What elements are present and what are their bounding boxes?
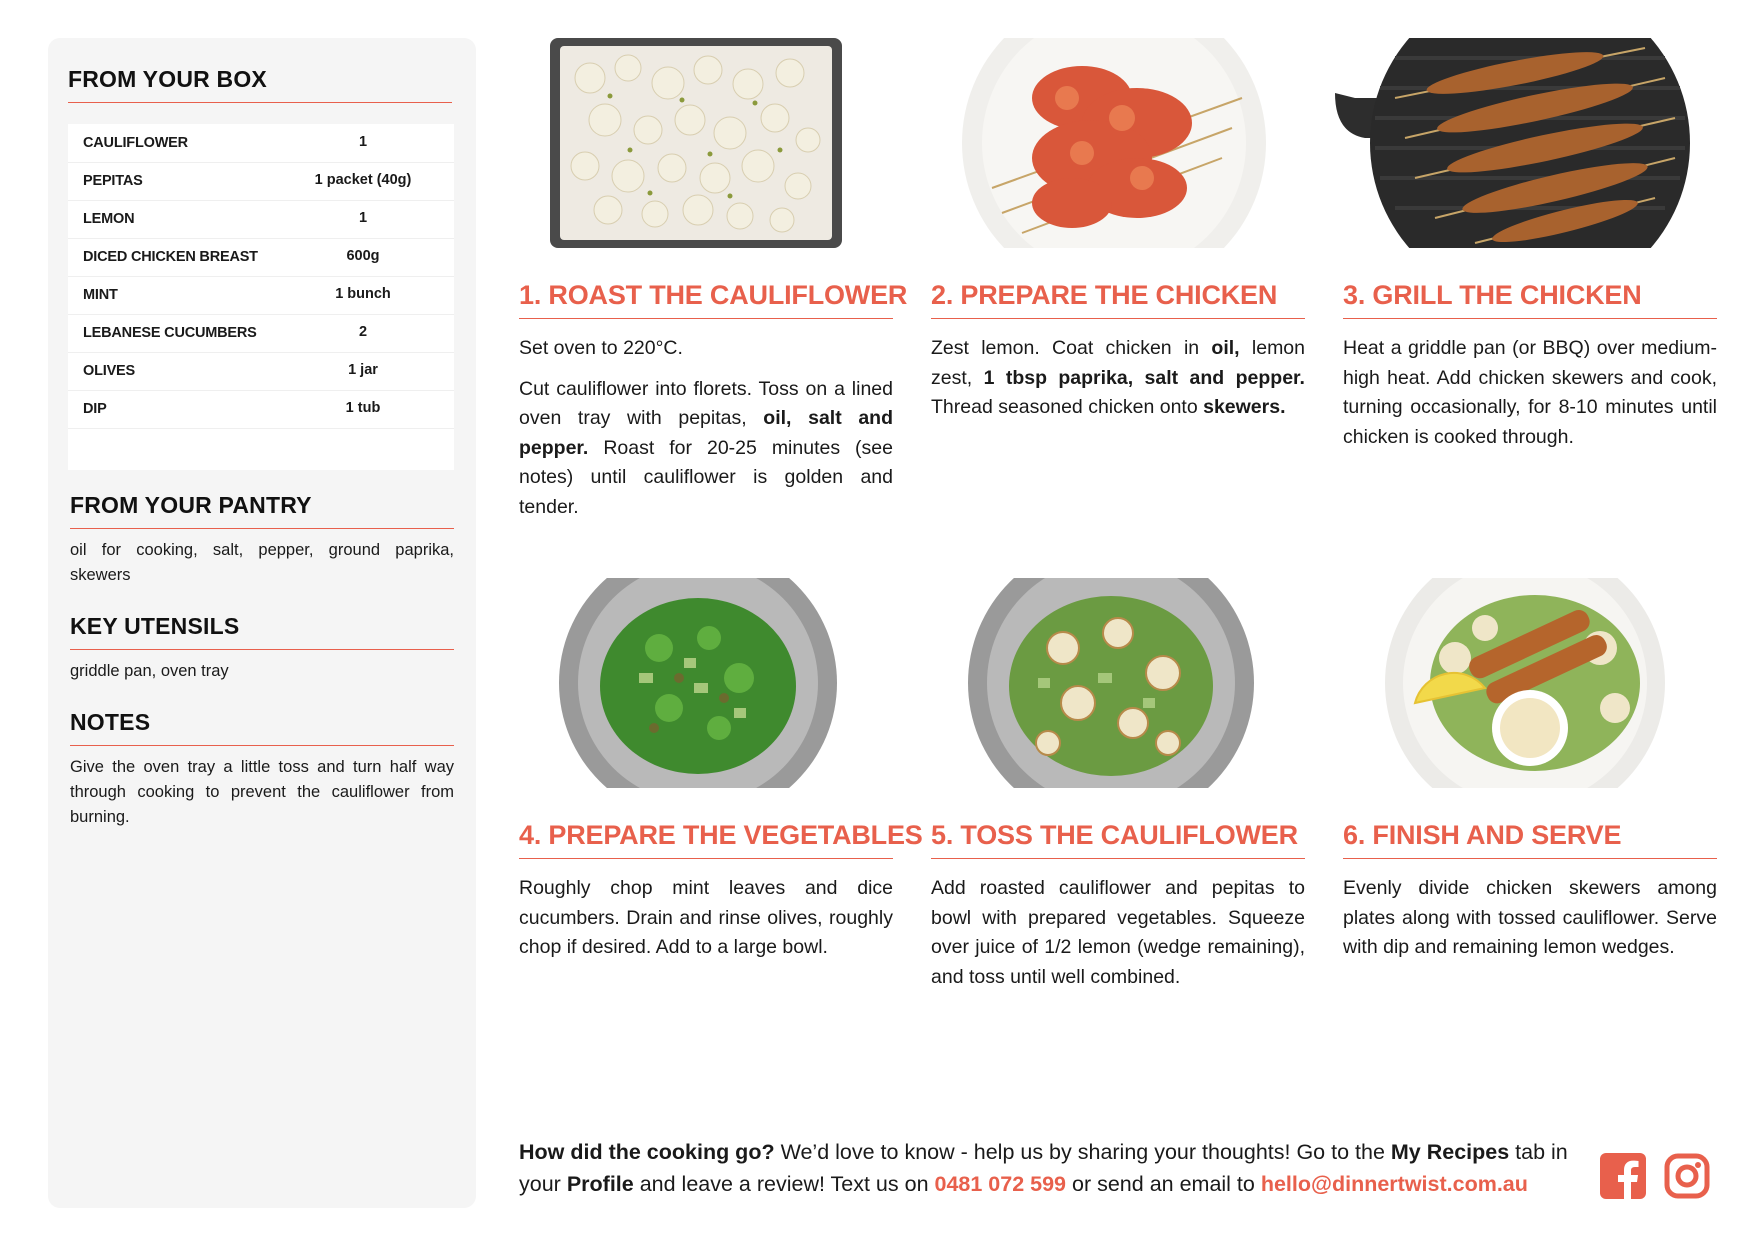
ingredient-name: DIP (83, 401, 107, 417)
phone-number-link[interactable]: 0481 072 599 (934, 1172, 1067, 1196)
tossed-cauliflower-salad-bowl-photo (968, 578, 1254, 788)
box-row (68, 276, 454, 315)
footer-text: tab in your (519, 1140, 1568, 1196)
facebook-icon[interactable] (1600, 1153, 1646, 1199)
step-3-paragraph: Heat a griddle pan (or BBQ) over medium-high heat. Add chicken skewers and cook, turning occasionally, for 8-10 minutes until chicken is cooked through. (1343, 337, 1717, 448)
utensils-text: griddle pan, oven tray (70, 662, 229, 680)
ingredient-qty: 1 (358, 134, 368, 150)
from-your-pantry-heading: FROM YOUR PANTRY (70, 492, 454, 529)
marinated-chicken-skewers-plate-photo (962, 38, 1266, 248)
step-1-paragraph-1: Set oven to 220°C. (519, 337, 683, 359)
ingredient-qty: 1 (358, 210, 368, 226)
from-your-box-heading: FROM YOUR BOX (68, 66, 452, 103)
step-1-text (519, 334, 893, 533)
step-2-title: 2. PREPARE THE CHICKEN (931, 280, 1305, 319)
ingredient-qty: 1 jar (348, 362, 378, 378)
box-row (68, 162, 454, 201)
step-2-text-bold: skewers. (1203, 396, 1286, 418)
finished-dish-plate-photo (1385, 578, 1665, 788)
profile-link[interactable]: Profile (566, 1172, 634, 1196)
box-row (68, 390, 454, 429)
ingredient-name: LEBANESE CUCUMBERS (83, 325, 257, 341)
step-6-text (1343, 874, 1717, 974)
ingredient-qty: 1 tub (345, 400, 381, 416)
step-2-text-part: lemon zest, (931, 337, 1305, 389)
key-utensils-heading: KEY UTENSILS (70, 613, 454, 650)
step-6-paragraph: Evenly divide chicken skewers among plates along with tossed cauliflower. Serve with dip and remaining lemon wedges. (1343, 877, 1717, 958)
step-1-text-part: Roast for 20-25 minutes (see notes) until cauliflower is golden and tender. (519, 436, 893, 518)
step-2-text-part: Zest lemon. Coat chicken in (931, 337, 1212, 359)
step-5-title: 5. TOSS THE CAULIFLOWER (931, 820, 1305, 859)
grilled-chicken-skewers-pan-photo (1335, 38, 1695, 248)
step-6-title: 6. FINISH AND SERVE (1343, 820, 1717, 859)
ingredient-name: MINT (83, 287, 118, 303)
instagram-icon[interactable] (1664, 1153, 1710, 1199)
notes-heading: NOTES (70, 709, 454, 746)
pantry-text: oil for cooking, salt, pepper, ground paprika, skewers (70, 541, 454, 584)
box-row (68, 200, 454, 239)
ingredient-name: LEMON (83, 211, 135, 227)
ingredient-qty: 1 packet (40g) (314, 172, 412, 188)
step-5-paragraph: Add roasted cauliflower and pepitas to bowl with prepared vegetables. Squeeze over juice of 1/2 lemon (wedge remaining), and toss until well combined. (931, 877, 1305, 988)
step-2-text-bold: 1 tbsp paprika, salt and pepper. (983, 366, 1305, 389)
step-2-text-part: Thread seasoned chicken onto (931, 396, 1204, 418)
notes-text: Give the oven tray a little toss and turn half way through cooking to prevent the cauliflower from burning. (70, 758, 454, 826)
box-row (68, 314, 454, 353)
my-recipes-link[interactable]: My Recipes (1390, 1140, 1510, 1164)
box-row (68, 352, 454, 391)
step-2-text (931, 334, 1305, 434)
footer-text: and leave a review! Text us on (633, 1172, 935, 1196)
step-3-text (1343, 334, 1717, 463)
ingredient-qty: 2 (358, 324, 368, 340)
step-1-text-part: Cut cauliflower into florets. Toss on a lined oven tray with pepitas, (519, 377, 893, 429)
footer-question: How did the cooking go? (519, 1140, 775, 1164)
ingredient-qty: 600g (346, 248, 380, 264)
step-1-text-bold: oil, salt and pepper. (519, 407, 893, 459)
step-4-text (519, 874, 893, 974)
step-1-title: 1. ROAST THE CAULIFLOWER (519, 280, 893, 319)
ingredient-qty: 1 bunch (335, 286, 391, 302)
box-row (68, 124, 454, 163)
ingredient-name: OLIVES (83, 363, 135, 379)
from-your-box-table (68, 124, 454, 470)
ingredients-sidebar (48, 38, 476, 1208)
step-3-title: 3. GRILL THE CHICKEN (1343, 280, 1717, 319)
ingredient-name: CAULIFLOWER (83, 135, 188, 151)
box-row (68, 238, 454, 277)
step-5-text (931, 874, 1305, 1003)
step-2-text-bold: oil, (1211, 337, 1240, 359)
chopped-vegetables-bowl-photo (559, 578, 837, 788)
email-link[interactable]: hello@dinnertwist.com.au (1260, 1172, 1528, 1196)
ingredient-name: PEPITAS (83, 173, 143, 189)
step-4-title: 4. PREPARE THE VEGETABLES (519, 820, 893, 859)
footer-text: We’d love to know - help us by sharing your thoughts! Go to the (774, 1140, 1391, 1164)
feedback-footer (519, 1136, 1579, 1200)
step-4-paragraph: Roughly chop mint leaves and dice cucumbers. Drain and rinse olives, roughly chop if desired. Add to a large bowl. (519, 877, 893, 958)
step-1-paragraph-2 (519, 375, 893, 523)
roasted-cauliflower-tray-photo (550, 38, 842, 248)
ingredient-name: DICED CHICKEN BREAST (83, 249, 258, 265)
footer-text: or send an email to (1066, 1172, 1261, 1196)
